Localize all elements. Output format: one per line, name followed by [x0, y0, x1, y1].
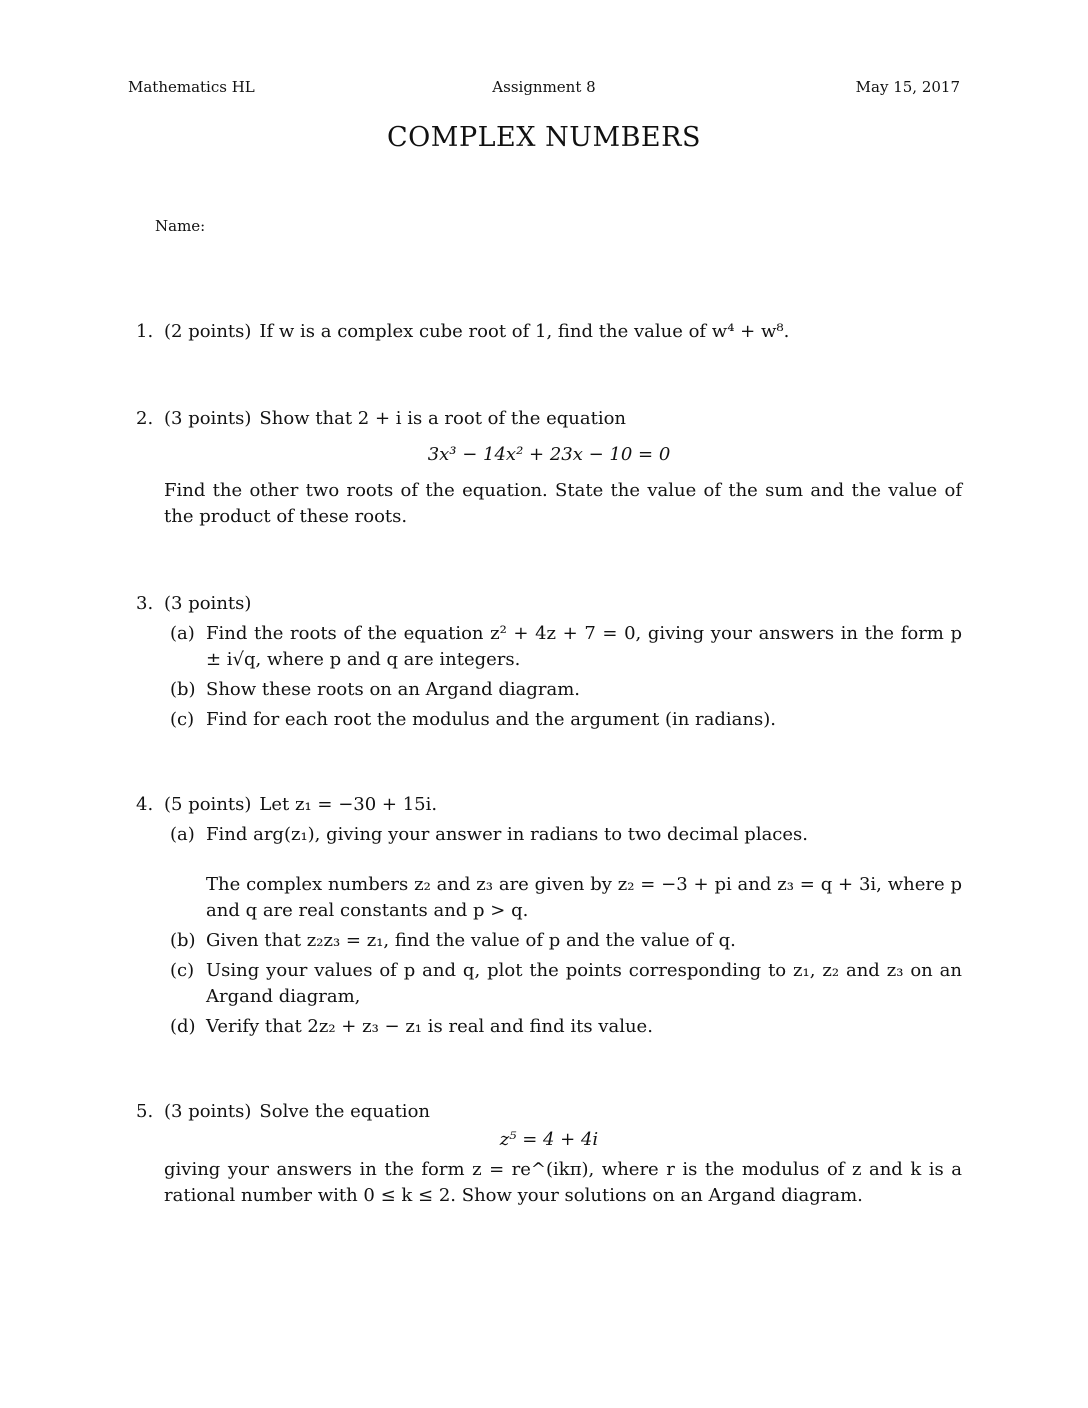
part-intro	[136, 872, 962, 924]
part-text: Find the roots of the equation z² + 4z + 7 = 0, giving your answers in the form p ± i√q, where p and q are integers.	[206, 623, 962, 670]
part-label: (a)	[170, 824, 195, 845]
problem-3	[136, 591, 962, 733]
part-label: (c)	[170, 709, 195, 730]
problem-number: 5.	[136, 1101, 154, 1122]
part-c	[136, 958, 962, 1010]
part-text: Find for each root the modulus and the argument (in radians).	[206, 709, 776, 730]
name-field-label: Name:	[155, 217, 206, 235]
problem-points: (3 points)	[164, 1101, 252, 1122]
problem-5	[136, 1099, 962, 1209]
problem-2	[136, 406, 962, 530]
part-label	[170, 872, 206, 924]
problem-number: 2.	[136, 408, 154, 429]
problem-equation: z⁵ = 4 + 4i	[499, 1129, 599, 1150]
part-text: Show these roots on an Argand diagram.	[206, 679, 581, 700]
problem-followup: giving your answers in the form z = re^(ikπ), where r is the modulus of z and k is a rational number with 0 ≤ k ≤ 2. Show your solutions on an Argand diagram.	[164, 1159, 962, 1206]
part-a	[136, 822, 962, 848]
part-text: Find arg(z₁), giving your answer in radians to two decimal places.	[206, 824, 808, 845]
problem-points: (3 points)	[164, 593, 252, 614]
part-a	[136, 621, 962, 673]
part-text: Given that z₂z₃ = z₁, find the value of p and the value of q.	[206, 930, 736, 951]
part-text: Using your values of p and q, plot the points corresponding to z₁, z₂ and z₃ on an Argand diagram,	[206, 960, 962, 1007]
problem-followup: Find the other two roots of the equation. State the value of the sum and the value of the product of these roots.	[164, 480, 962, 527]
part-label: (c)	[170, 960, 195, 981]
part-label: (d)	[170, 1016, 196, 1037]
part-c	[136, 707, 962, 733]
part-label: (b)	[170, 930, 196, 951]
problem-text: If w is a complex cube root of 1, find the value of w⁴ + w⁸.	[259, 321, 790, 342]
part-label: (a)	[170, 623, 195, 644]
problem-equation: 3x³ − 14x² + 23x − 10 = 0	[427, 444, 671, 465]
problem-number: 3.	[136, 593, 154, 614]
problem-number: 1.	[136, 321, 154, 342]
course-name: Mathematics HL	[128, 78, 255, 96]
part-d	[136, 1014, 962, 1040]
date: May 15, 2017	[855, 78, 960, 96]
problem-4	[136, 792, 962, 1040]
problem-1	[136, 319, 962, 345]
problem-text: Solve the equation	[259, 1101, 430, 1122]
problem-points: (5 points)	[164, 794, 252, 815]
problem-points: (3 points)	[164, 408, 252, 429]
problem-points: (2 points)	[164, 321, 252, 342]
part-label: (b)	[170, 679, 196, 700]
part-b	[136, 928, 962, 954]
problem-number: 4.	[136, 794, 154, 815]
part-b	[136, 677, 962, 703]
part-text: The complex numbers z₂ and z₃ are given by z₂ = −3 + pi and z₃ = q + 3i, where p and q are real constants and p > q.	[206, 874, 962, 921]
problem-text: Let z₁ = −30 + 15i.	[259, 794, 438, 815]
page-title: COMPLEX NUMBERS	[387, 122, 701, 153]
part-text: Verify that 2z₂ + z₃ − z₁ is real and find its value.	[206, 1016, 653, 1037]
assignment-label: Assignment 8	[492, 78, 596, 96]
problem-text: Show that 2 + i is a root of the equation	[259, 408, 627, 429]
